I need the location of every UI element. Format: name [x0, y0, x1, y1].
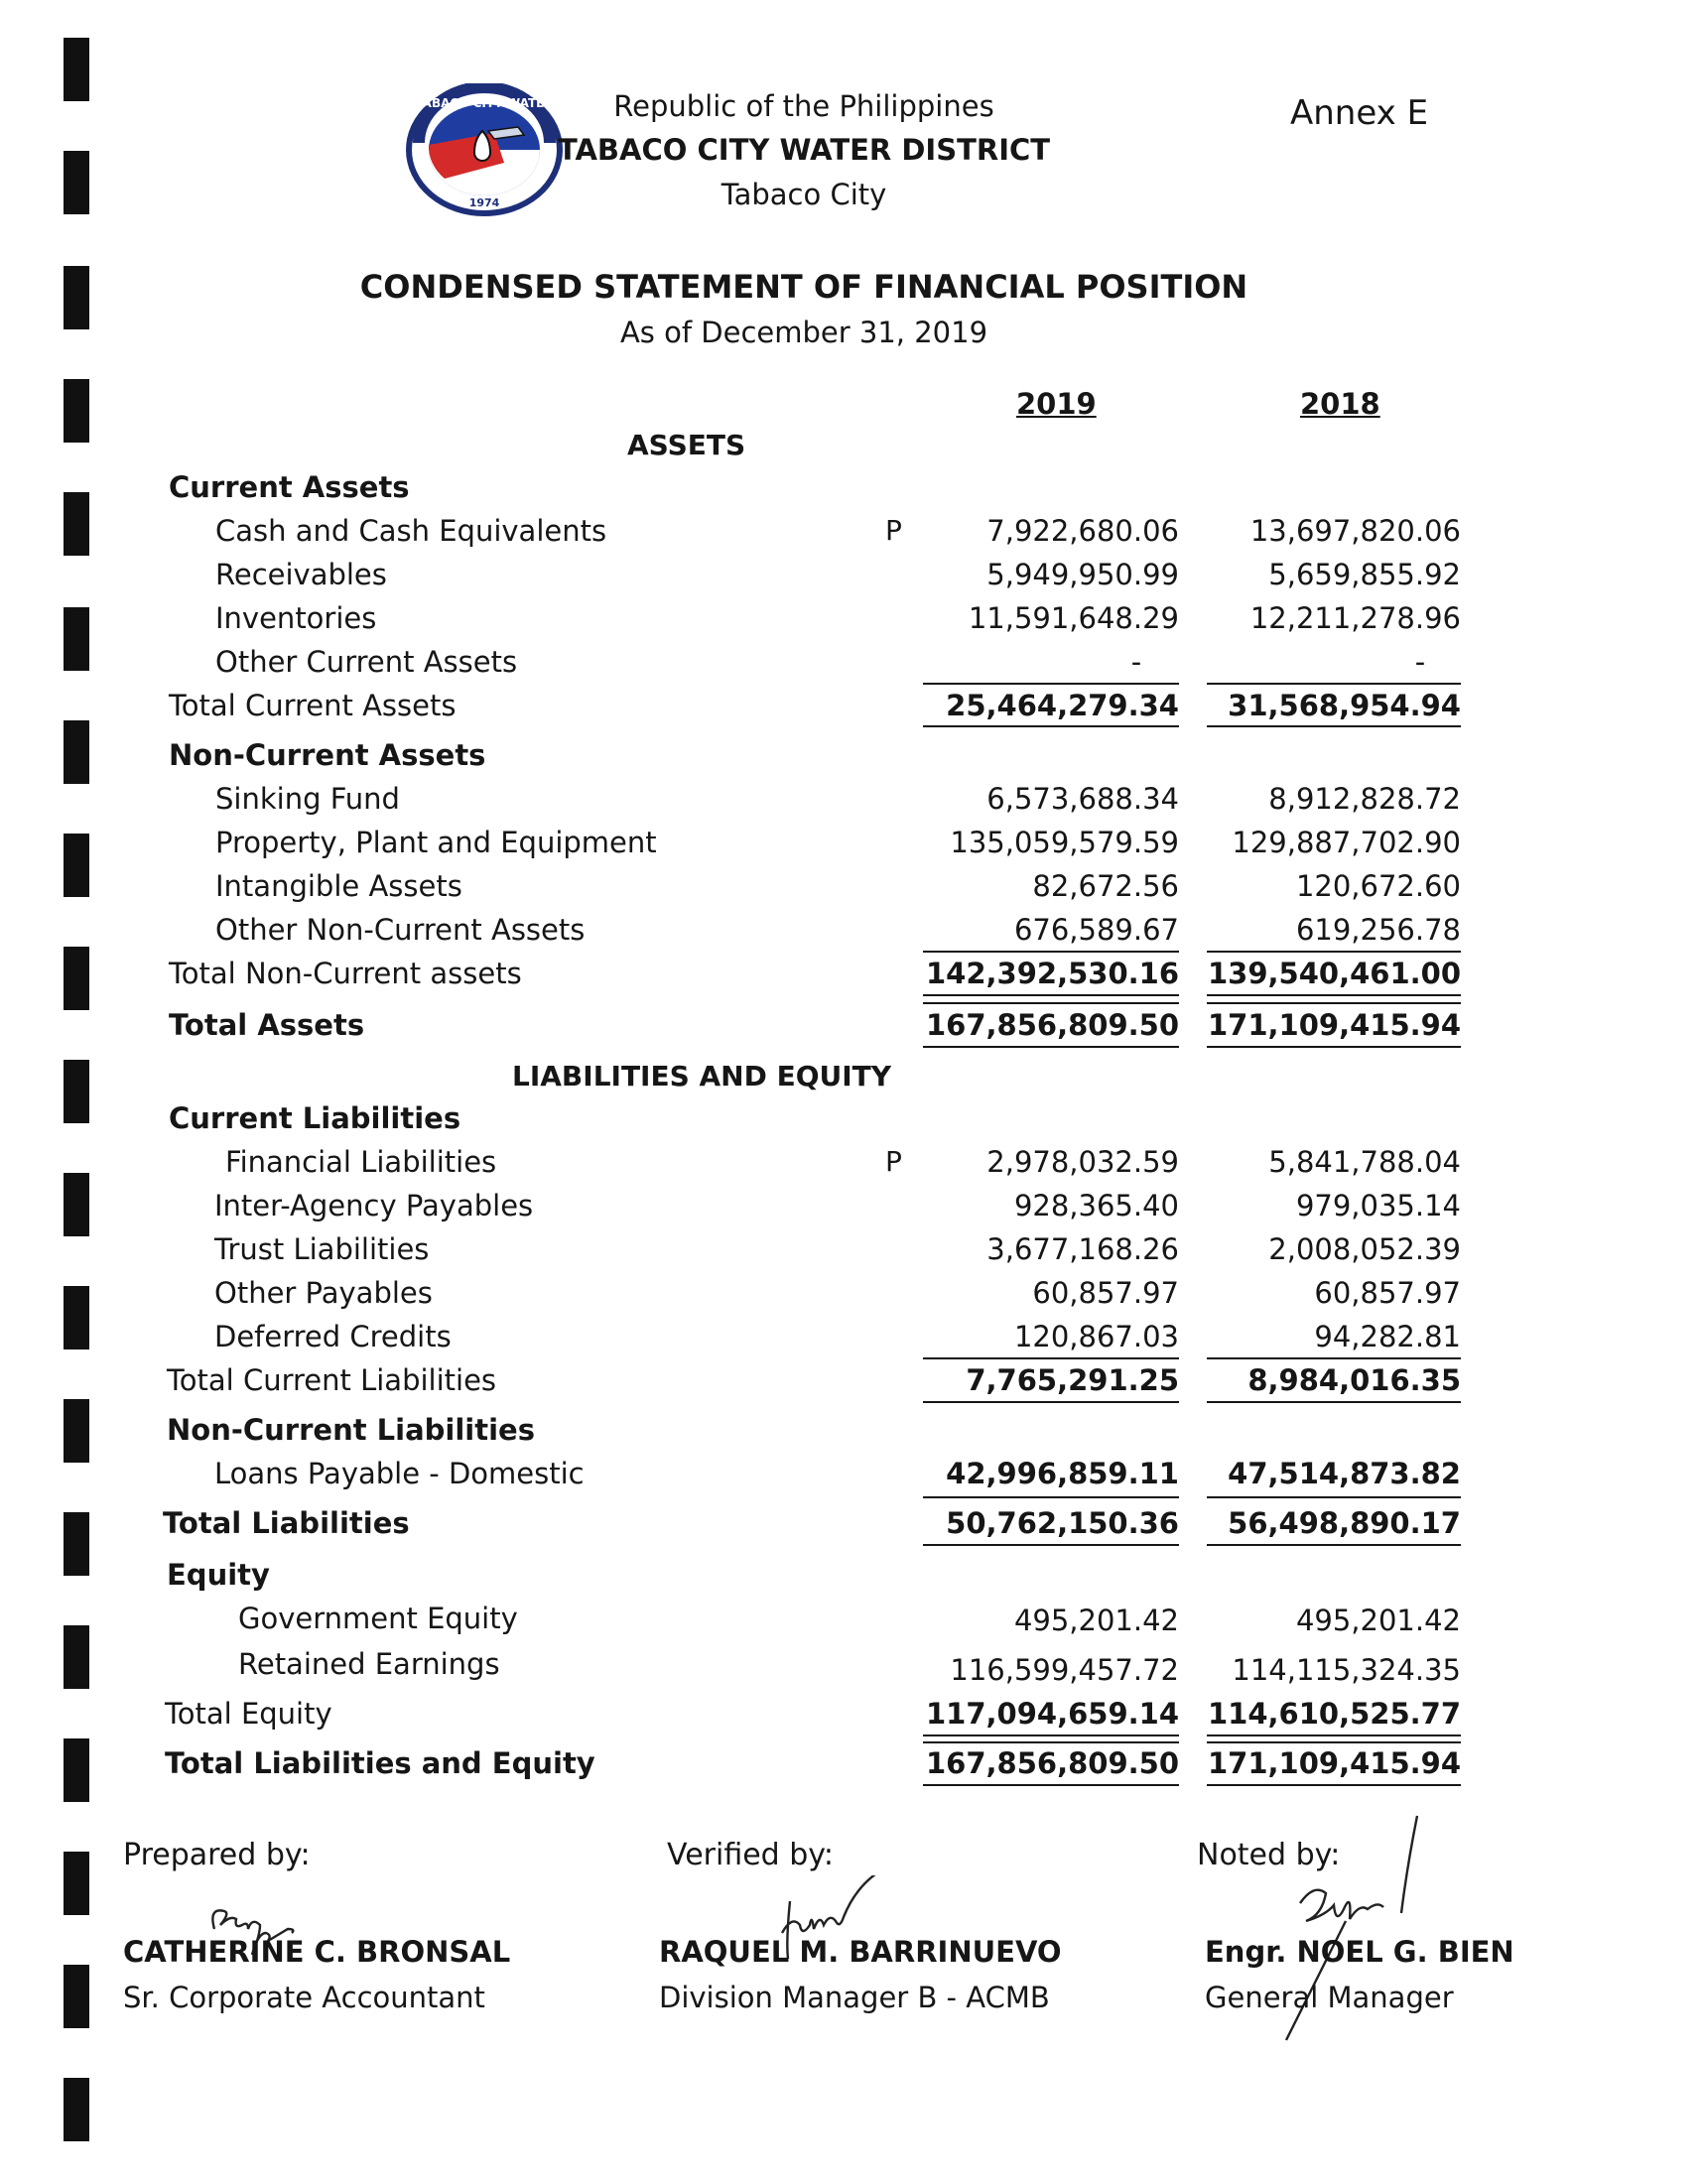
row-label: Total Current Assets	[169, 689, 457, 722]
row-label: Total Current Liabilities	[167, 1363, 497, 1397]
value-2018: 979,035.14	[1295, 1189, 1461, 1222]
agency-name: TABACO CITY WATER DISTRICT	[557, 133, 1051, 167]
rule-line	[1207, 725, 1461, 727]
row-label: Other Non-Current Assets	[215, 913, 586, 947]
rule-line	[1207, 1784, 1461, 1786]
value-2019: 7,765,291.25	[966, 1363, 1179, 1397]
signature-bien	[1260, 1812, 1429, 2050]
row-label: Other Current Assets	[215, 645, 518, 679]
binder-mark	[64, 1060, 89, 1123]
rule-line	[923, 1496, 1179, 1498]
rule-line	[1207, 1741, 1461, 1743]
noted-title: General Manager	[1205, 1981, 1454, 2014]
value-2018: 2,008,052.39	[1268, 1232, 1461, 1266]
row-label: Total Liabilities and Equity	[165, 1746, 595, 1780]
statement-title: CONDENSED STATEMENT OF FINANCIAL POSITION	[359, 268, 1248, 306]
verified-title: Division Manager B - ACMB	[659, 1981, 1050, 2014]
value-2018: 5,659,855.92	[1268, 558, 1461, 591]
binder-mark	[64, 1625, 89, 1689]
value-2019: 120,867.03	[1013, 1320, 1179, 1353]
row-label: Trust Liabilities	[214, 1232, 430, 1266]
value-2018: 60,857.97	[1314, 1276, 1461, 1310]
value-2019: 676,589.67	[1013, 913, 1179, 947]
binder-mark	[64, 1738, 89, 1802]
value-2018: 8,912,828.72	[1268, 782, 1461, 816]
row-label: Government Equity	[238, 1602, 518, 1635]
value-2019: 5,949,950.99	[986, 558, 1179, 591]
current-liabilities-heading: Current Liabilities	[169, 1101, 461, 1135]
rule-line	[923, 994, 1179, 996]
row-label: Sinking Fund	[215, 782, 400, 816]
value-2018: 114,610,525.77	[1207, 1697, 1461, 1731]
value-2019: 142,392,530.16	[925, 957, 1179, 990]
value-2019: 116,599,457.72	[950, 1653, 1179, 1687]
row-label: Deferred Credits	[214, 1320, 452, 1353]
value-2019: 167,856,809.50	[925, 1008, 1179, 1042]
row-label: Financial Liabilities	[225, 1145, 497, 1179]
value-2018: 56,498,890.17	[1228, 1506, 1461, 1540]
value-2018: 171,109,415.94	[1207, 1746, 1461, 1780]
binder-mark	[64, 38, 89, 101]
peso-sign: P	[885, 1145, 902, 1178]
binder-mark	[64, 947, 89, 1010]
binder-mark	[64, 492, 89, 556]
rule-line	[923, 951, 1179, 953]
binder-mark	[64, 2078, 89, 2141]
binder-mark	[64, 151, 89, 214]
rule-line	[923, 1002, 1179, 1004]
value-2019: 7,922,680.06	[986, 514, 1179, 548]
noted-name: Engr. NOEL G. BIEN	[1205, 1935, 1514, 1969]
rule-line	[1207, 1002, 1461, 1004]
binder-mark	[64, 1399, 89, 1463]
value-2019: 6,573,688.34	[986, 782, 1179, 816]
peso-sign: P	[885, 514, 902, 547]
value-2018: 13,697,820.06	[1249, 514, 1461, 548]
annex-label: Annex E	[1290, 93, 1429, 133]
liabilities-equity-heading: LIABILITIES AND EQUITY	[512, 1060, 892, 1092]
value-2019: 3,677,168.26	[986, 1232, 1179, 1266]
rule-line	[923, 1046, 1179, 1048]
row-label: Total Non-Current assets	[169, 957, 522, 990]
row-label: Receivables	[215, 558, 387, 591]
rule-line	[923, 1734, 1179, 1736]
value-2018: 12,211,278.96	[1249, 601, 1461, 635]
value-2018: 5,841,788.04	[1268, 1145, 1461, 1179]
equity-heading: Equity	[167, 1558, 270, 1592]
rule-line	[1207, 1734, 1461, 1736]
value-2019: 50,762,150.36	[946, 1506, 1179, 1540]
rule-line	[923, 683, 1179, 685]
value-2018: 120,672.60	[1295, 869, 1461, 903]
value-2018: 139,540,461.00	[1207, 957, 1461, 990]
rule-line	[1207, 1357, 1461, 1359]
row-label: Retained Earnings	[238, 1647, 500, 1681]
value-2018: 114,115,324.35	[1232, 1653, 1461, 1687]
republic-line: Republic of the Philippines	[613, 89, 994, 123]
value-2019: 117,094,659.14	[925, 1697, 1179, 1731]
column-header-2018: 2018	[1300, 387, 1380, 421]
value-2018: 129,887,702.90	[1232, 826, 1461, 859]
water-district-logo	[405, 83, 564, 216]
value-2019: 25,464,279.34	[946, 689, 1179, 722]
value-2019: 42,996,859.11	[946, 1457, 1179, 1490]
rule-line	[1207, 1496, 1461, 1498]
row-label: Intangible Assets	[215, 869, 462, 903]
value-2019: 60,857.97	[1032, 1276, 1179, 1310]
value-2018: 47,514,873.82	[1228, 1457, 1461, 1490]
rule-line	[923, 1784, 1179, 1786]
rule-line	[923, 1544, 1179, 1546]
row-label: Total Liabilities	[163, 1506, 410, 1540]
value-2019: 135,059,579.59	[950, 826, 1179, 859]
non-current-liabilities-heading: Non-Current Liabilities	[167, 1413, 535, 1447]
logo-year: 1974	[468, 196, 500, 209]
verified-caption: Verified by:	[667, 1838, 834, 1872]
value-2019: 928,365.40	[1013, 1189, 1179, 1222]
assets-heading: ASSETS	[627, 429, 746, 461]
row-label: Inter-Agency Payables	[214, 1189, 534, 1222]
value-2019: 11,591,648.29	[968, 601, 1179, 635]
verified-name: RAQUEL M. BARRINUEVO	[659, 1935, 1062, 1969]
binder-mark	[64, 379, 89, 443]
rule-line	[1207, 1544, 1461, 1546]
value-2019: 167,856,809.50	[925, 1746, 1179, 1780]
prepared-title: Sr. Corporate Accountant	[123, 1981, 485, 2014]
value-2019: 82,672.56	[1032, 869, 1179, 903]
noted-caption: Noted by:	[1197, 1838, 1341, 1872]
rule-line	[1207, 1046, 1461, 1048]
prepared-name: CATHERINE C. BRONSAL	[123, 1935, 511, 1969]
row-label: Total Assets	[169, 1008, 365, 1042]
row-label: Other Payables	[214, 1276, 433, 1310]
rule-line	[923, 725, 1179, 727]
binder-mark	[64, 266, 89, 329]
value-2018: 619,256.78	[1295, 913, 1461, 947]
binder-mark	[64, 1512, 89, 1576]
rule-line	[923, 1741, 1179, 1743]
row-label: Total Equity	[165, 1697, 332, 1731]
binder-mark	[64, 720, 89, 784]
non-current-assets-heading: Non-Current Assets	[169, 738, 486, 772]
binder-mark	[64, 1965, 89, 2028]
rule-line	[1207, 1401, 1461, 1403]
column-header-2019: 2019	[1016, 387, 1097, 421]
value-2018: 495,201.42	[1295, 1604, 1461, 1637]
value-2018: -	[1414, 645, 1426, 679]
prepared-caption: Prepared by:	[123, 1838, 311, 1872]
row-label: Cash and Cash Equivalents	[215, 514, 607, 548]
value-2018: 31,568,954.94	[1228, 689, 1461, 722]
rule-line	[1207, 994, 1461, 996]
rule-line	[1207, 951, 1461, 953]
value-2019: -	[1130, 645, 1142, 679]
value-2019: 2,978,032.59	[986, 1145, 1179, 1179]
current-assets-heading: Current Assets	[169, 470, 410, 504]
value-2018: 94,282.81	[1314, 1320, 1461, 1353]
binder-mark	[64, 607, 89, 671]
statement-date: As of December 31, 2019	[619, 316, 988, 349]
row-label: Inventories	[215, 601, 377, 635]
row-label: Property, Plant and Equipment	[215, 826, 657, 859]
binder-mark	[64, 1286, 89, 1349]
binder-mark	[64, 1173, 89, 1236]
logo-text: TABACO CITY WATER	[415, 96, 554, 110]
value-2018: 8,984,016.35	[1247, 1363, 1461, 1397]
value-2018: 171,109,415.94	[1207, 1008, 1461, 1042]
binder-mark	[64, 1852, 89, 1915]
binder-mark	[64, 834, 89, 897]
value-2019: 495,201.42	[1013, 1604, 1179, 1637]
rule-line	[923, 1357, 1179, 1359]
city-line: Tabaco City	[720, 178, 887, 211]
rule-line	[1207, 683, 1461, 685]
row-label: Loans Payable - Domestic	[214, 1457, 585, 1490]
rule-line	[923, 1401, 1179, 1403]
